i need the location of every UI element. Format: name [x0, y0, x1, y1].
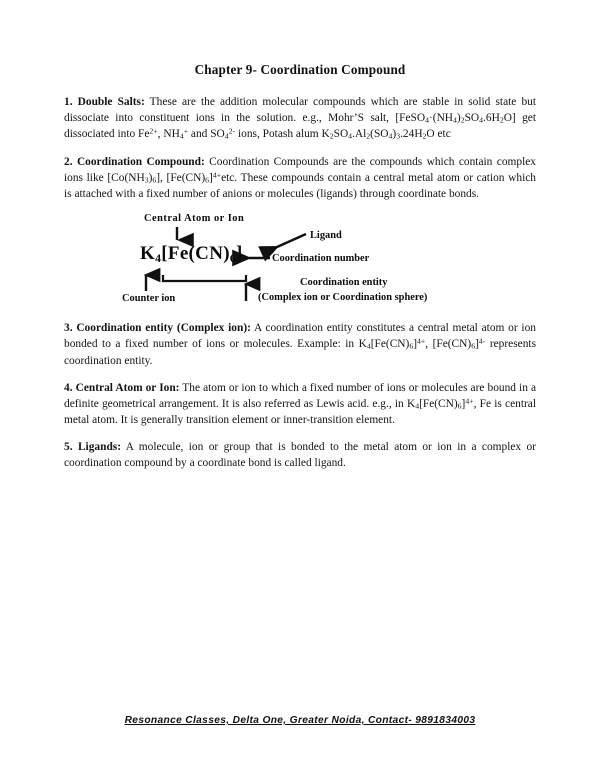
section-5-number: 5.: [64, 441, 73, 454]
diagram-label-ligand: Ligand: [310, 230, 342, 242]
diagram-label-coordination-sphere: (Complex ion or Coordination sphere): [258, 292, 428, 304]
page-title: Chapter 9- Coordination Compound: [194, 62, 406, 77]
section-2-paragraph: 2. Coordination Compound: Coordination Compounds are the compounds which contain complex ions like $[Co(NH_3)_6]$, $[Fe(CN)_6]^{4+}etc$. These compounds contain a central metal atom or cation which is attached with a fixed number of anions or molecules (ligands) through coordinate bonds.: [64, 155, 536, 200]
footer-contact-text: Resonance Classes, Delta One, Greater Noida, Contact- 9891834003: [124, 715, 476, 726]
diagram-label-central-atom: Central Atom or Ion: [144, 213, 245, 225]
coordination-compound-diagram: [122, 213, 522, 311]
section-4-number: 4.: [64, 381, 73, 394]
section-1-heading: Double Salts:: [77, 96, 145, 108]
section-3-number: 3.: [64, 322, 73, 335]
section-3-heading: Coordination entity (Complex ion):: [76, 322, 251, 335]
document-content: [64, 62, 536, 483]
diagram-formula: $K_4[Fe(CN)_6]$: [140, 243, 243, 266]
section-1-paragraph: 1. Double Salts: These are the addition molecular compounds which are stable in solid state but dissociate into constituent ions in the solution. e.g., Mohr’S salt, $[FeSO_4\cdot(NH_4)_2SO_4.6H_2O]$ get dissociated into $Fe^{2+}$, $NH_4^+$ and $SO_4^{2-}$ ions, Potash alum $K_2SO_4.Al_2(SO_4)_3.24H_2O$ etc: [64, 96, 536, 142]
section-4-heading: Central Atom or Ion:: [75, 381, 180, 394]
section-1-number: 1.: [64, 96, 73, 108]
coordination-entity-bracket: [163, 275, 246, 281]
diagram-label-coordination-entity: Coordination entity: [300, 277, 388, 289]
section-4-paragraph: 4. Central Atom or Ion: The atom or ion to which a fixed number of ions or molecules are bound in a definite geometrical arrangement. It is also referred as Lewis acid. e.g., in $K_4[Fe(CN)_6]^{4+}$, Fe is central metal atom. It is generally transition element or inner-transition element.: [64, 381, 536, 427]
page-footer: [0, 710, 600, 728]
diagram-label-counter-ion: Counter ion: [122, 293, 176, 305]
section-3-paragraph: 3. Coordination entity (Complex ion): A coordination entity constitutes a central metal atom or ion bonded to a fixed number of ions or molecules. Example: in $K_4[Fe(CN)_6]^{4+}$, $[Fe(CN)_6]^{4-}$ represents coordination entity.: [64, 322, 536, 367]
section-5-paragraph: 5. Ligands: A molecule, ion or group that is bonded to the metal atom or ion in a complex or coordination compound by a coordinate bond is called ligand.: [64, 441, 537, 470]
arrow-ligand: [277, 234, 306, 247]
diagram-label-coordination-number: Coordination number: [272, 253, 370, 265]
section-2-heading: Coordination Compound:: [76, 155, 205, 168]
section-5-heading: Ligands:: [77, 441, 122, 454]
section-2-number: 2.: [64, 155, 73, 168]
